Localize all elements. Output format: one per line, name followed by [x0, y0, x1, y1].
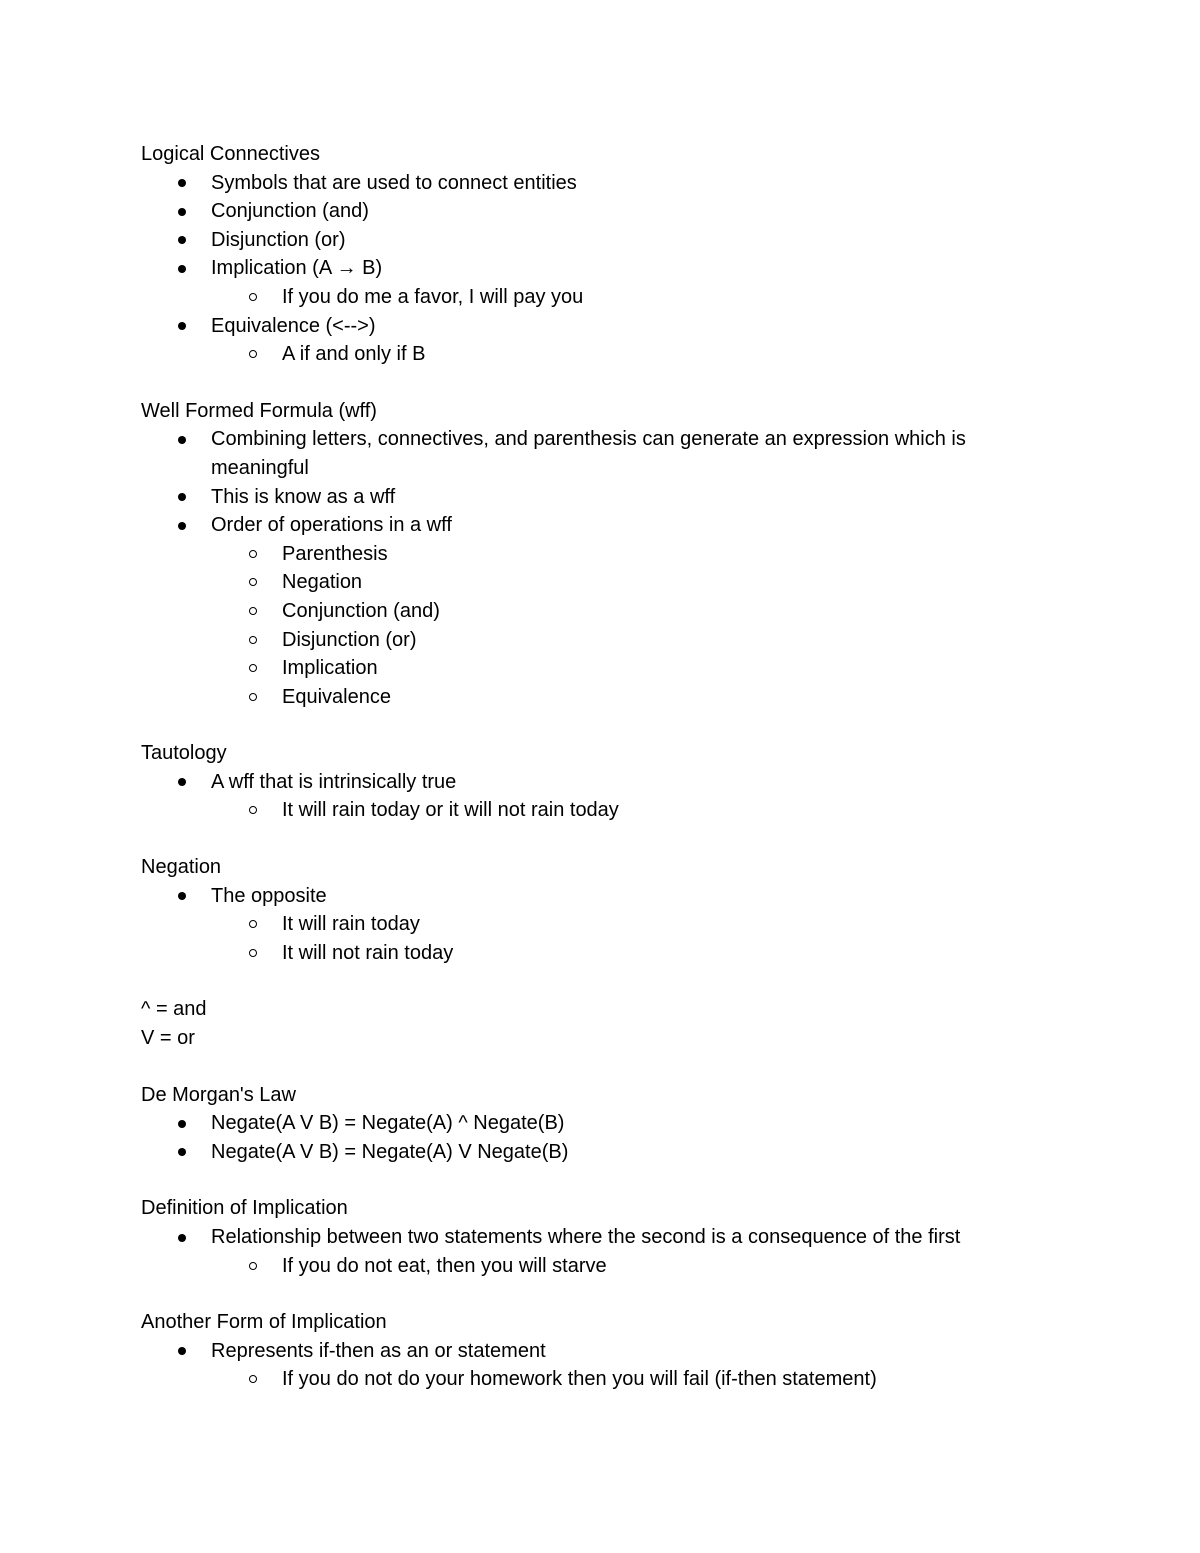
bullet-list	[141, 1109, 1041, 1166]
bullet-item: Symbols that are used to connect entities	[141, 169, 1041, 198]
section-heading: Well Formed Formula (wff)	[141, 399, 377, 422]
sub-bullet-item: If you do not eat, then you will starve	[141, 1252, 1041, 1281]
section	[141, 397, 1041, 712]
bullet-item: This is know as a wff	[141, 483, 1041, 512]
bullet-item: Negate(A V B) = Negate(A) ^ Negate(B)	[141, 1109, 1041, 1138]
sub-bullet-item: Equivalence	[141, 683, 1041, 712]
bullet-list	[141, 1223, 1041, 1280]
sub-bullet-item: If you do not do your homework then you will fail (if-then statement)	[141, 1365, 1041, 1394]
section-gap	[141, 711, 1041, 739]
section	[141, 739, 1041, 825]
sub-bullet-item: If you do me a favor, I will pay you	[141, 283, 1041, 312]
bullet-item: Order of operations in a wff	[141, 511, 1041, 540]
notation-line: ^ = and	[141, 998, 207, 1021]
sub-bullet-item: Disjunction (or)	[141, 626, 1041, 655]
bullet-item: Implication (A → B)	[141, 254, 1041, 283]
bullet-item: A wff that is intrinsically true	[141, 768, 1041, 797]
section-heading: Another Form of Implication	[141, 1311, 387, 1334]
bullet-list	[141, 425, 1041, 711]
sub-bullet-item: Parenthesis	[141, 540, 1041, 569]
section-heading: Negation	[141, 856, 222, 879]
section-heading: De Morgan's Law	[141, 1083, 296, 1106]
section-gap	[141, 825, 1041, 853]
notation-line: V = or	[141, 1027, 195, 1050]
bullet-list	[141, 768, 1041, 825]
section	[141, 995, 1041, 1052]
sub-bullet-item: Negation	[141, 568, 1041, 597]
sub-bullet-item: Conjunction (and)	[141, 597, 1041, 626]
bullet-item: Negate(A V B) = Negate(A) V Negate(B)	[141, 1138, 1041, 1167]
sub-bullet-item: It will not rain today	[141, 939, 1041, 968]
bullet-list	[141, 169, 1041, 369]
bullet-item: Relationship between two statements where the second is a consequence of the first	[141, 1223, 1041, 1252]
bullet-list	[141, 882, 1041, 968]
sub-bullet-item: Implication	[141, 654, 1041, 683]
section-gap	[141, 1053, 1041, 1081]
section-gap	[141, 1166, 1041, 1194]
section	[141, 853, 1041, 967]
sub-bullet-item: A if and only if B	[141, 340, 1041, 369]
bullet-item: The opposite	[141, 882, 1041, 911]
bullet-item: Conjunction (and)	[141, 197, 1041, 226]
section-gap	[141, 967, 1041, 995]
section-gap	[141, 369, 1041, 397]
section	[141, 1308, 1041, 1394]
section	[141, 140, 1041, 369]
section	[141, 1081, 1041, 1167]
sub-bullet-item: It will rain today or it will not rain today	[141, 796, 1041, 825]
bullet-list	[141, 1337, 1041, 1394]
bullet-item: Represents if-then as an or statement	[141, 1337, 1041, 1366]
section-heading: Logical Connectives	[141, 143, 320, 165]
bullet-item: Equivalence (<-->)	[141, 312, 1041, 341]
document-body	[141, 140, 1041, 1394]
bullet-item: Combining letters, connectives, and parenthesis can generate an expression which is meaningful	[141, 425, 1041, 482]
section	[141, 1194, 1041, 1280]
section-heading: Definition of Implication	[141, 1197, 348, 1220]
section-gap	[141, 1280, 1041, 1308]
section-heading: Tautology	[141, 742, 227, 765]
sub-bullet-item: It will rain today	[141, 910, 1041, 939]
bullet-item: Disjunction (or)	[141, 226, 1041, 255]
